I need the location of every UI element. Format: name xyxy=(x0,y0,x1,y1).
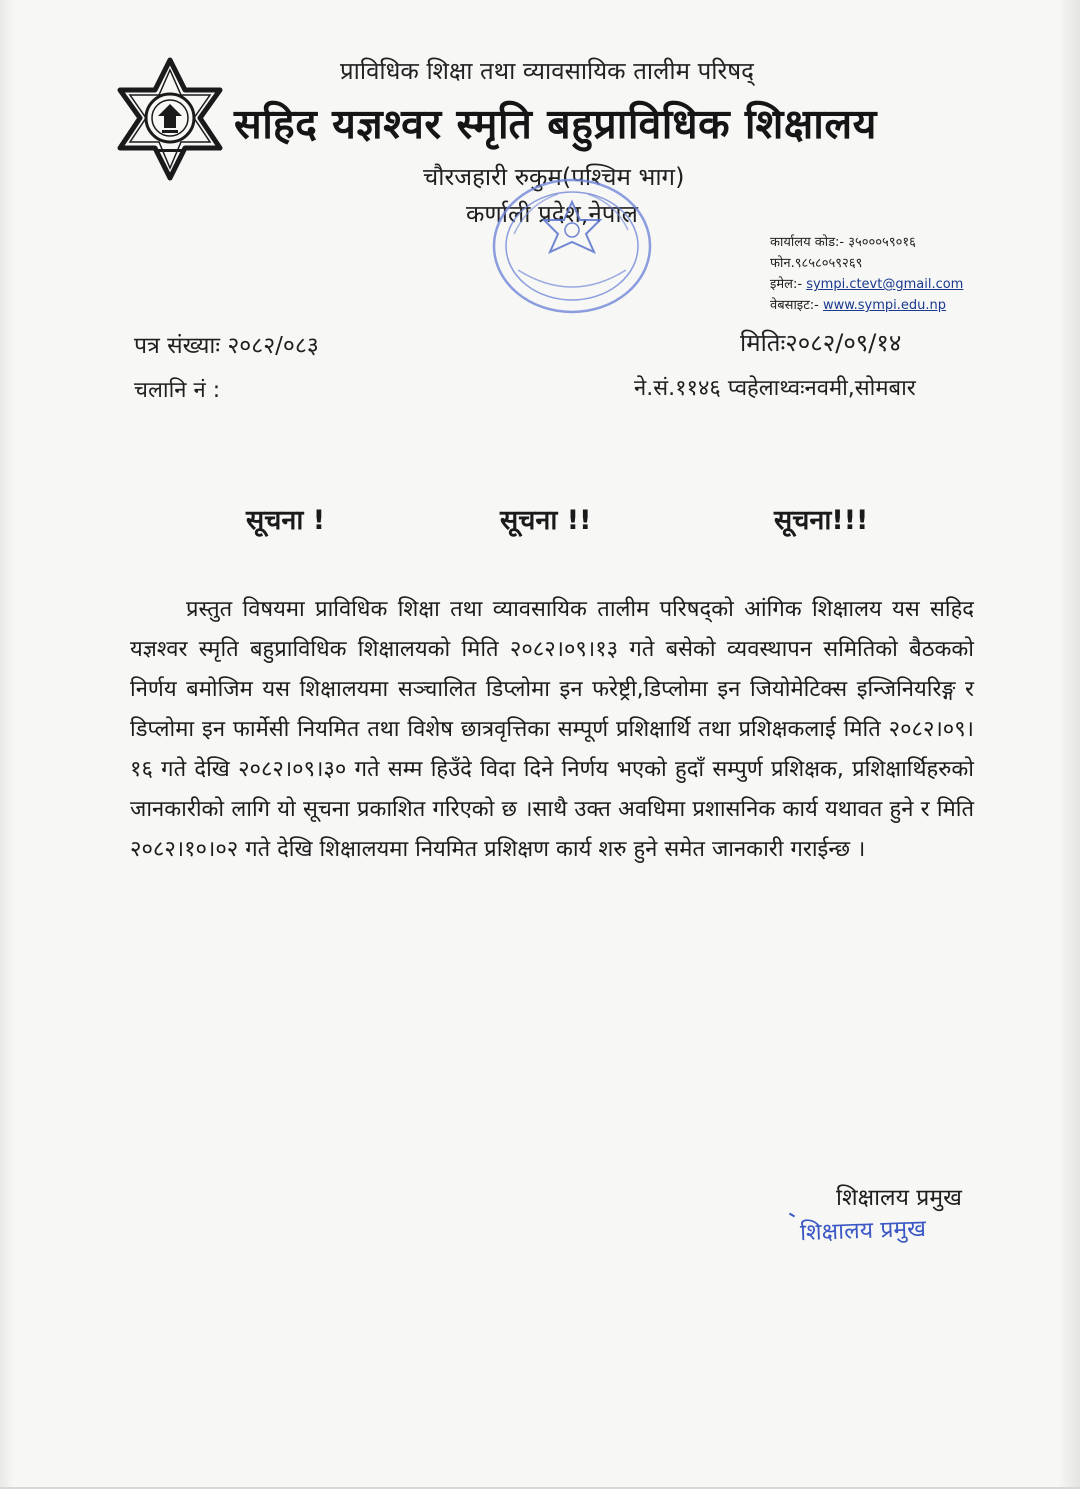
notice-heading-3: सूचना!!! xyxy=(774,505,869,536)
signatory-title: शिक्षालय प्रमुख xyxy=(836,1185,962,1211)
ctevt-emblem-logo xyxy=(114,56,226,182)
page-shadow-right xyxy=(1058,0,1080,1489)
letter-date: मितिः२०८२/०९/१४ xyxy=(740,329,902,357)
email-link[interactable]: sympi.ctevt@gmail.com xyxy=(806,277,964,292)
notice-heading-1: सूचना ! xyxy=(246,505,326,536)
phone-number: फोन.९८५८०५९२६९ xyxy=(770,256,863,271)
page-shadow-left xyxy=(0,0,14,1489)
address-line-2: कर्णाली प्रदेश,नेपाल xyxy=(466,200,638,228)
office-stamp xyxy=(488,174,656,322)
email-label: इमेल:- xyxy=(770,277,803,292)
council-name: प्राविधिक शिक्षा तथा व्यावसायिक तालीम परिषद् xyxy=(340,57,754,85)
college-name: सहिद यज्ञश्वर स्मृति बहुप्राविधिक शिक्षालय xyxy=(234,100,877,148)
nepal-sambat-date: ने.सं.११४६ प्वहेलाथ्वःनवमी,सोमबार xyxy=(634,376,916,401)
contact-block xyxy=(770,232,963,316)
notice-body: प्रस्तुत विषयमा प्राविधिक शिक्षा तथा व्यावसायिक तालीम परिषद्को आंगिक शिक्षालय यस सहिद यज्ञश्वर स्मृति बहुप्राविधिक शिक्षालयको मिति २०८२।०९।१३ गते बसेको व्यवस्थापन समितिको बैठकको निर्णय बमोजिम यस शिक्षालयमा सञ्चालित डिप्लोमा इन फरेष्ट्री,डिप्लोमा इन जियोमेटिक्स इन्जिनियरिङ्ग र डिप्लोमा इन फार्मेसी नियमित तथा विशेष छात्रवृत्तिका सम्पूर्ण प्रशिक्षार्थि तथा प्रशिक्षकलाई मिति २०८२।०९।१६ गते देखि २०८२।०९।३० गते सम्म हिउँदे विदा दिने निर्णय भएको हुदाँ सम्पुर्ण प्रशिक्षक, प्रशिक्षार्थिहरुको जानकारीको लागि यो सूचना प्रकाशित गरिएको छ ।साथै उक्त अवधिमा प्रशासनिक कार्य यथावत हुने र मिति २०८२।१०।०२ गते देखि शिक्षालयमा नियमित प्रशिक्षण कार्य शरु हुने समेत जानकारी गराईन्छ । xyxy=(130,597,974,862)
signature-mark xyxy=(789,1213,795,1218)
dispatch-number: चलानि नं : xyxy=(134,378,221,403)
office-code: कार्यालय कोड:- ३५०००५९०१६ xyxy=(770,235,916,250)
signatory-stamp: शिक्षालय प्रमुख xyxy=(799,1215,927,1247)
website-link[interactable]: www.sympi.edu.np xyxy=(822,298,947,313)
website-label: वेबसाइट:- xyxy=(770,298,819,313)
letter-number: पत्र संख्याः २०८२/०८३ xyxy=(134,333,319,359)
address-line-1: चौरजहारी रुकुम(पश्चिम भाग) xyxy=(423,163,685,191)
email-row xyxy=(770,274,963,295)
website-row xyxy=(770,295,963,316)
notice-heading-2: सूचना !! xyxy=(500,505,592,536)
